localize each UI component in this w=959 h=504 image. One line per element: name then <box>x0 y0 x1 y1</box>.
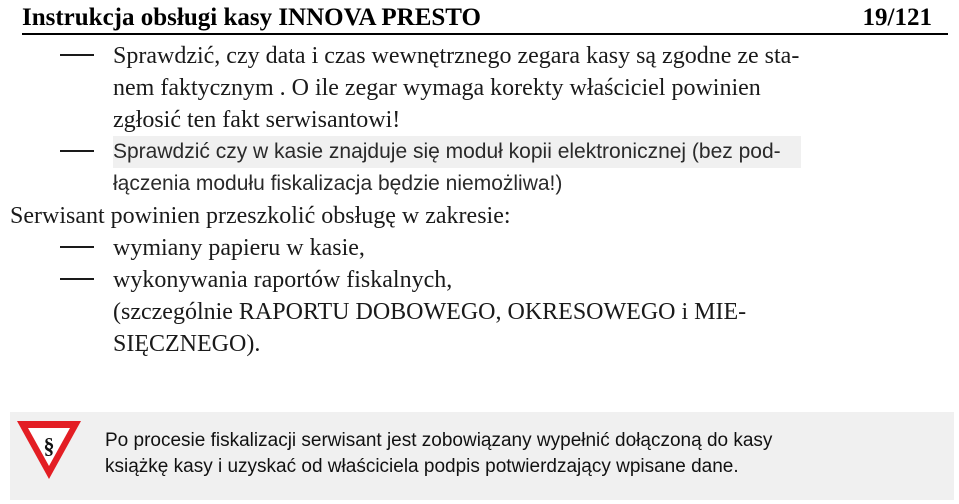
callout-line: książkę kasy i uzyskać od właściciela podpis potwierdzający wpisane dane. <box>105 456 739 477</box>
dash-bullet-icon <box>60 246 94 248</box>
paragraph-warning-sign-icon <box>14 418 84 482</box>
document-title: Instrukcja obsługi kasy INNOVA PRESTO <box>22 4 481 31</box>
dash-bullet-icon <box>60 150 94 152</box>
list-item-line: SIĘCZNEGO). <box>113 331 261 357</box>
list-item-line: Sprawdzić czy w kasie znajduje się moduł kopii elektronicznej (bez pod- <box>113 136 801 168</box>
list-item-line: nem faktycznym . O ile zegar wymaga korekty właściciel powinien <box>113 75 761 101</box>
training-lead-text: Serwisant powinien przeszkolić obsługę w zakresie: <box>10 203 511 229</box>
list-item-line: łączenia modułu fiskalizacja będzie niemożliwa!) <box>113 172 563 195</box>
dash-bullet-icon <box>60 54 94 56</box>
list-item-line: Sprawdzić, czy data i czas wewnętrznego zegara kasy są zgodne ze sta- <box>113 43 800 69</box>
main-content <box>0 40 959 360</box>
dash-bullet-icon <box>60 278 94 280</box>
list-item-line: wymiany papieru w kasie, <box>113 235 365 261</box>
list-item-check-module <box>0 136 939 200</box>
list-item-paper <box>0 232 939 264</box>
callout-text <box>105 428 935 480</box>
callout-line: Po procesie fiskalizacji serwisant jest zobowiązany wypełnić dołączoną do kasy <box>105 430 773 451</box>
list-item-reports <box>0 264 939 360</box>
page-header <box>22 0 948 35</box>
list-item-line: zgłosić ten fakt serwisantowi! <box>113 107 401 133</box>
list-item-check-clock <box>0 40 939 136</box>
list-item-line: wykonywania raportów fiskalnych, <box>113 267 453 293</box>
list-item-line: (szczególnie RAPORTU DOBOWEGO, OKRESOWEGO i MIE- <box>113 299 747 325</box>
section-symbol: § <box>43 433 55 458</box>
page-number: 19/121 <box>862 4 932 31</box>
legal-notice-callout <box>10 412 954 500</box>
